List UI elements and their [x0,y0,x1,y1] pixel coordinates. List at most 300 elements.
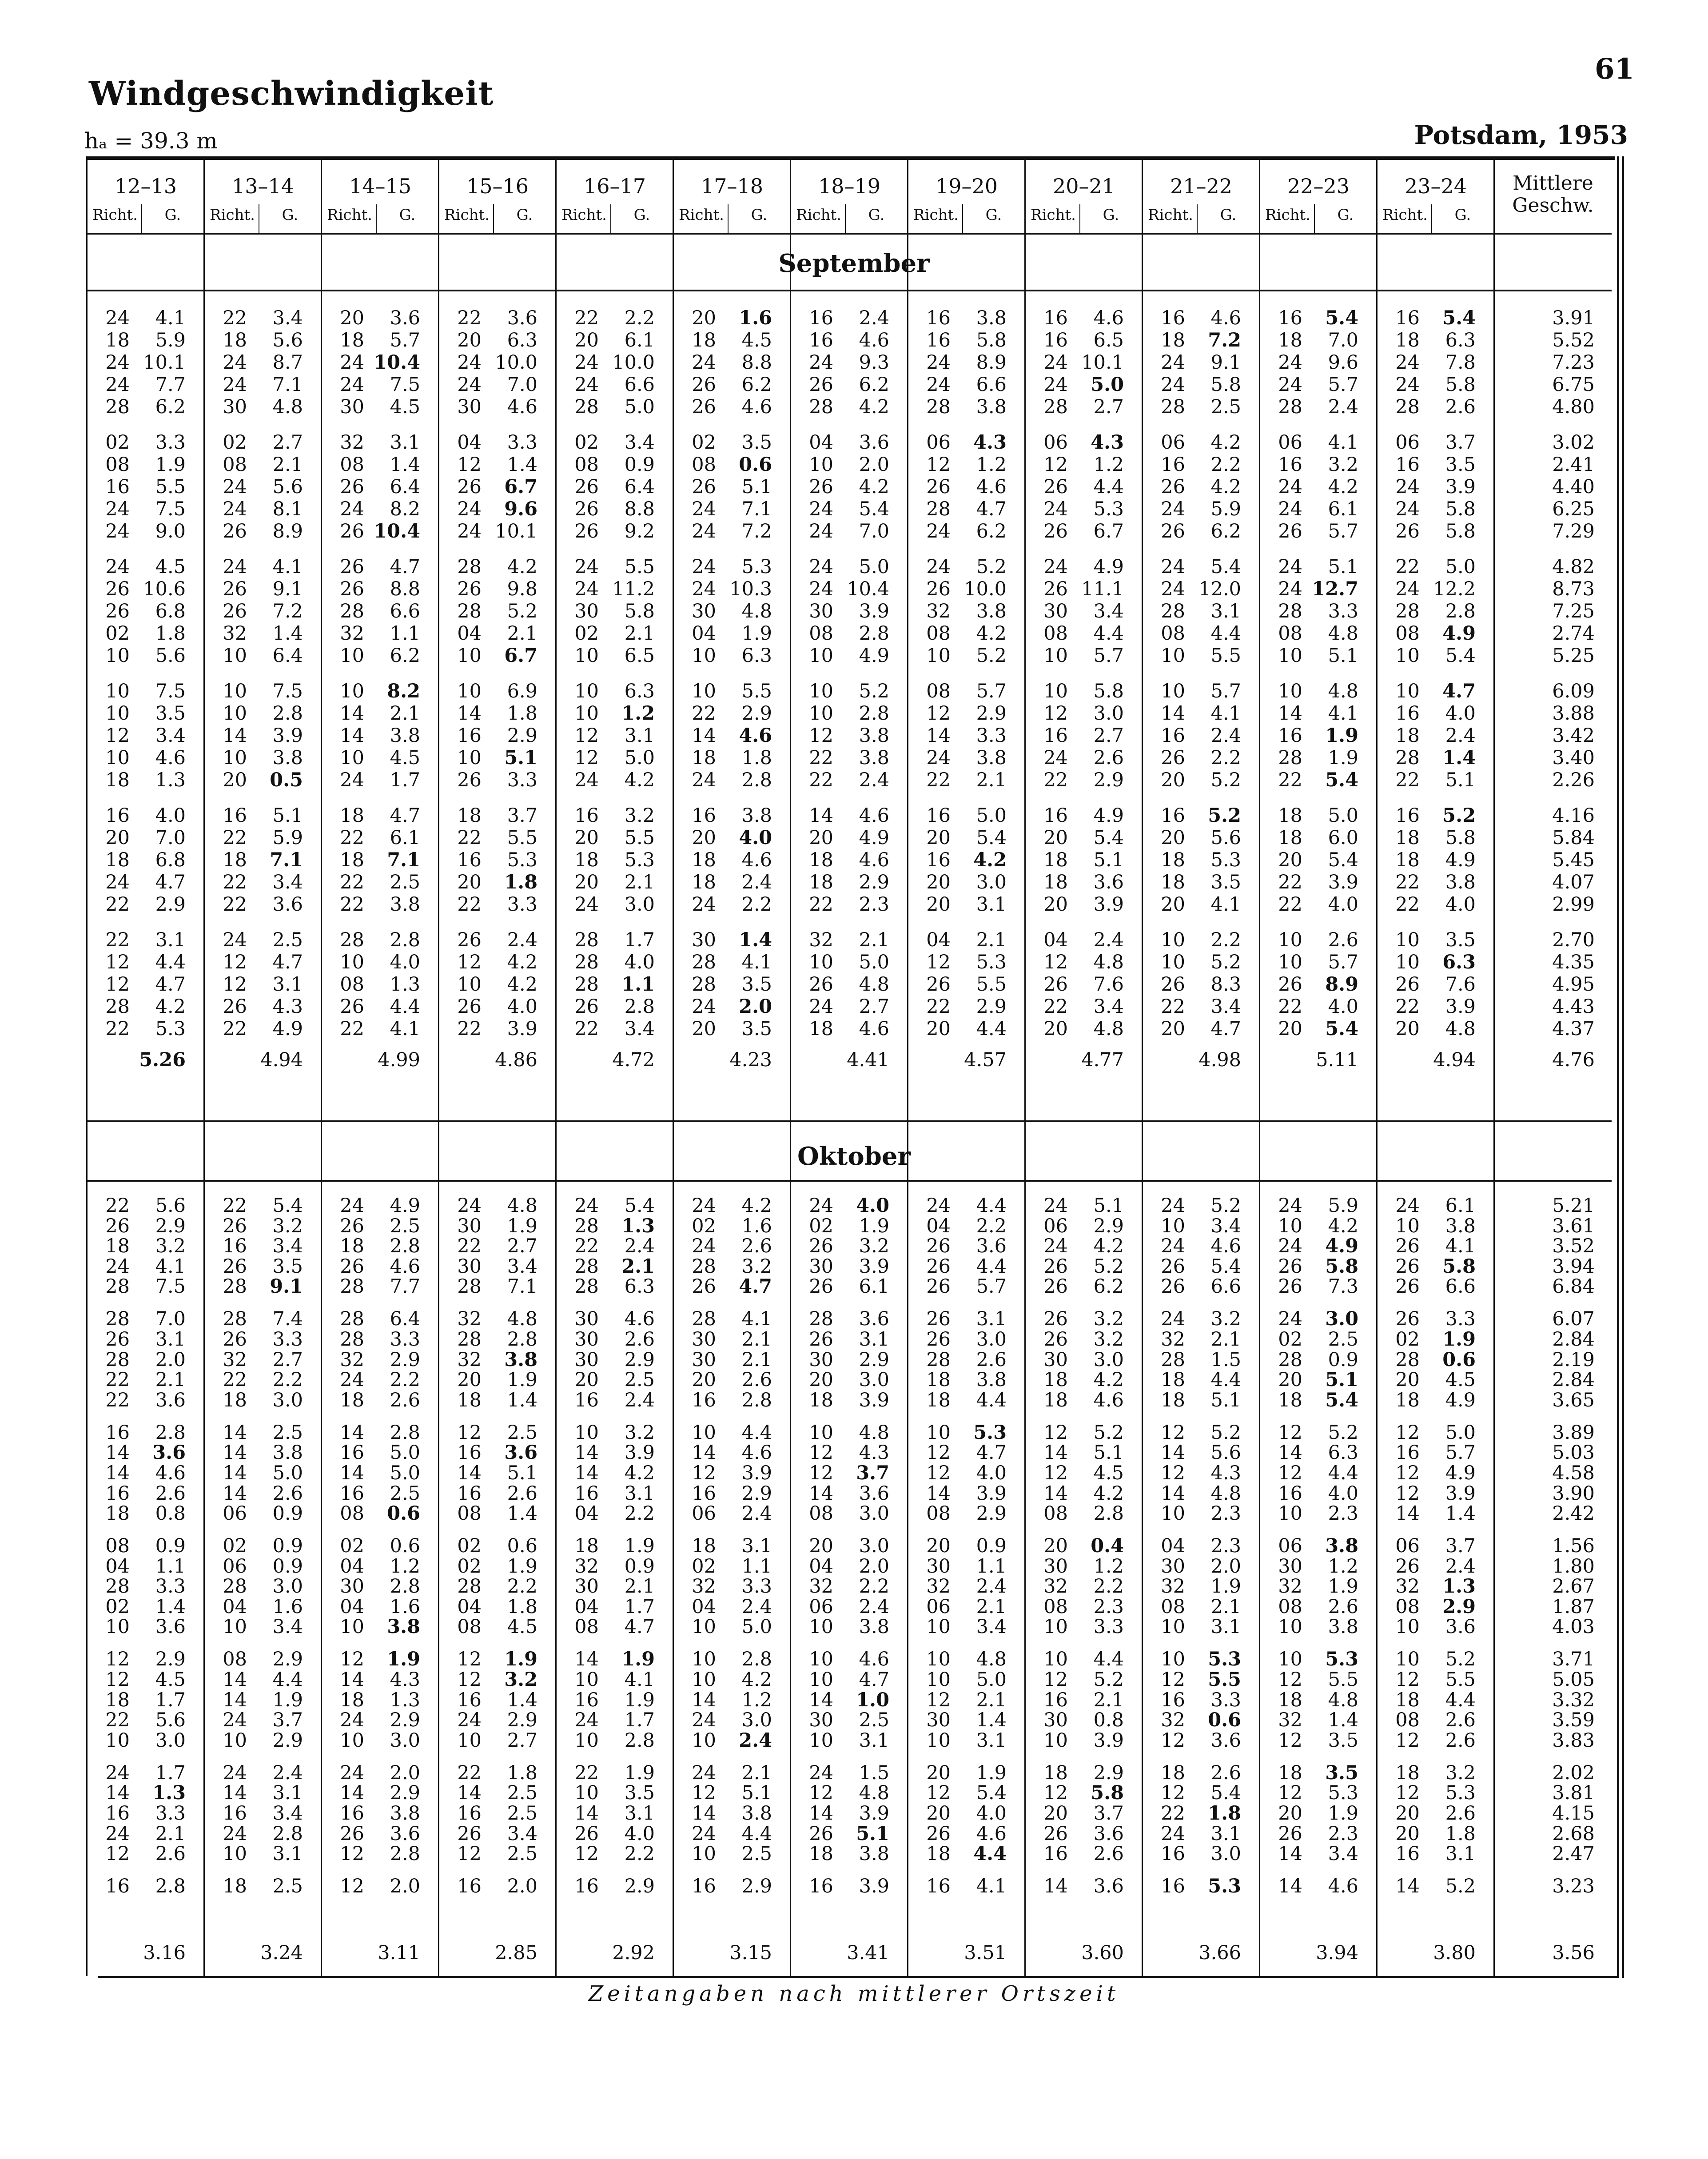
speed-value: 5.4 [1325,769,1358,791]
speed-value: 4.1 [741,951,772,973]
speed-value: 1.1 [390,622,420,645]
speed-value: 2.5 [272,929,303,951]
direction-value: 28 [809,1308,833,1330]
direction-value: 16 [809,329,833,351]
speed-value: 3.3 [507,893,537,916]
speed-value: 10.4 [374,520,420,542]
direction-value: 30 [1278,1555,1302,1577]
direction-value: 10 [809,1616,833,1638]
speed-value: 5.8 [1445,520,1476,542]
direction-value: 28 [1161,396,1185,418]
direction-value: 26 [1043,1308,1068,1330]
speed-value: 3.9 [624,1442,655,1464]
speed-value: 2.6 [1093,1843,1124,1865]
direction-value: 24 [692,996,716,1018]
direction-value: 22 [809,893,833,916]
direction-value: 14 [457,702,482,725]
direction-value: 10 [223,747,247,769]
speed-value: 2.8 [859,702,889,725]
speed-value: 5.1 [1210,1389,1241,1411]
direction-value: 24 [1278,374,1302,396]
speed-value: 4.6 [1210,1235,1241,1258]
speed-value: 6.3 [1445,329,1476,351]
direction-value: 14 [1278,702,1302,725]
direction-value: 22 [340,893,364,916]
monthly-mean-value: 4.94 [1433,1049,1476,1071]
speed-value: 3.0 [976,1328,1007,1350]
direction-value: 20 [1043,827,1068,849]
direction-value: 14 [1395,1502,1420,1525]
speed-value: 2.7 [272,1348,303,1371]
speed-value: 5.2 [1093,1421,1124,1444]
direction-value: 24 [1278,1235,1302,1258]
direction-value: 16 [809,1875,833,1898]
speed-value: 1.8 [507,1595,537,1618]
speed-value: 2.8 [390,929,420,951]
direction-value: 14 [574,1802,599,1824]
direction-value: 04 [809,431,833,454]
speed-value: 6.2 [390,645,420,667]
direction-value: 10 [692,1729,716,1752]
direction-value: 26 [223,1328,247,1350]
speed-value: 6.7 [504,645,537,667]
direction-value: 28 [105,1348,130,1371]
speed-value: 5.9 [155,329,186,351]
speed-value: 4.8 [859,1782,889,1804]
direction-value: 10 [457,1729,482,1752]
speed-value: 2.9 [1093,1761,1124,1784]
speed-value: 9.8 [507,578,537,600]
speed-value: 6.2 [1210,520,1241,542]
direction-value: 02 [692,1555,716,1577]
hour-header: 15–16 [466,174,529,198]
speed-value: 4.4 [272,1669,303,1691]
speed-header: G. [164,206,181,224]
direction-value: 30 [574,1348,599,1371]
direction-value: 26 [809,374,833,396]
direction-value: 16 [457,1875,482,1898]
direction-value: 30 [1043,600,1068,622]
station-height-note: hₐ = 39.3 m [84,128,218,154]
direction-value: 10 [574,1421,599,1444]
direction-value: 02 [692,1215,716,1237]
speed-value: 3.1 [272,1782,303,1804]
direction-value: 04 [340,1555,364,1577]
direction-value: 24 [809,498,833,520]
mean-speed-value: 8.73 [1552,578,1595,600]
direction-value: 20 [809,1369,833,1391]
speed-value: 3.4 [272,871,303,893]
speed-value: 2.7 [1093,725,1124,747]
direction-value: 12 [340,1648,364,1671]
speed-value: 10.0 [495,351,537,374]
speed-value: 3.5 [1328,1729,1358,1752]
direction-value: 18 [105,1502,130,1525]
speed-value: 4.8 [1210,1482,1241,1505]
speed-value: 3.4 [272,1802,303,1824]
direction-value: 30 [692,600,716,622]
hour-header: 16–17 [583,174,646,198]
speed-value: 4.4 [976,1195,1007,1217]
speed-value: 4.8 [1328,1689,1358,1711]
speed-value: 6.9 [507,680,537,702]
speed-value: 3.6 [152,1442,186,1464]
speed-value: 3.9 [1093,893,1124,916]
direction-value: 08 [1043,622,1068,645]
speed-value: 5.0 [976,1669,1007,1691]
speed-value: 8.1 [272,498,303,520]
direction-value: 20 [692,827,716,849]
direction-value: 24 [574,1709,599,1732]
direction-value: 24 [105,351,130,374]
speed-value: 5.1 [1328,556,1358,578]
speed-value: 4.8 [507,1308,537,1330]
speed-value: 4.4 [1093,1648,1124,1671]
speed-value: 5.7 [976,680,1007,702]
direction-value: 10 [1278,1215,1302,1237]
speed-value: 5.4 [1210,1255,1241,1278]
mean-speed-value: 5.84 [1552,827,1595,849]
mean-speed-value: 3.90 [1552,1482,1595,1505]
speed-value: 11.2 [612,578,655,600]
direction-value: 18 [1395,1689,1420,1711]
direction-value: 18 [105,769,130,791]
direction-value: 26 [340,520,364,542]
direction-value: 22 [105,1369,130,1391]
speed-value: 2.2 [507,1575,537,1598]
speed-value: 6.8 [155,849,186,871]
direction-value: 12 [1161,1782,1185,1804]
speed-value: 5.9 [1328,1195,1358,1217]
direction-value: 28 [1278,600,1302,622]
speed-value: 4.7 [390,556,420,578]
speed-value: 5.2 [1442,805,1476,827]
direction-value: 24 [223,476,247,498]
mean-speed-value: 2.84 [1552,1328,1595,1350]
speed-value: 5.1 [1445,769,1476,791]
speed-value: 7.0 [507,374,537,396]
speed-value: 4.1 [976,1875,1007,1898]
direction-value: 16 [1278,454,1302,476]
direction-value: 28 [692,973,716,996]
speed-value: 5.7 [1328,374,1358,396]
direction-value: 16 [105,1482,130,1505]
speed-value: 5.0 [1328,805,1358,827]
speed-value: 3.8 [976,396,1007,418]
direction-value: 14 [574,1442,599,1464]
direction-value: 10 [223,702,247,725]
direction-value: 04 [692,1595,716,1618]
direction-value: 16 [105,805,130,827]
direction-value: 18 [1161,1389,1185,1411]
right-frame-line [1617,156,1619,1978]
direction-value: 20 [1395,1822,1420,1845]
speed-value: 2.7 [1093,396,1124,418]
speed-value: 11.1 [1081,578,1124,600]
direction-value: 16 [1161,805,1185,827]
direction-value: 10 [574,680,599,702]
speed-header: G. [868,206,885,224]
direction-value: 26 [340,1822,364,1845]
direction-value: 28 [574,1255,599,1278]
speed-value: 3.4 [507,1255,537,1278]
direction-value: 10 [1395,645,1420,667]
speed-value: 5.1 [272,805,303,827]
direction-value: 22 [1395,769,1420,791]
direction-value: 24 [809,520,833,542]
mean-speed-value: 3.02 [1552,431,1595,454]
direction-value: 30 [574,1328,599,1350]
direction-value: 08 [809,1502,833,1525]
speed-value: 6.3 [507,329,537,351]
speed-value: 3.1 [272,1843,303,1865]
speed-value: 2.4 [1093,929,1124,951]
speed-value: 5.5 [1210,645,1241,667]
direction-value: 10 [340,1729,364,1752]
speed-value: 2.1 [621,1255,655,1278]
direction-value: 28 [340,929,364,951]
direction-value: 24 [1278,498,1302,520]
direction-value: 26 [1161,747,1185,769]
speed-value: 2.8 [859,622,889,645]
direction-value: 18 [340,1689,364,1711]
speed-value: 8.7 [272,351,303,374]
speed-value: 2.8 [741,1648,772,1671]
speed-value: 2.9 [624,1875,655,1898]
speed-value: 10.1 [143,351,186,374]
mean-speed-value: 2.70 [1552,929,1595,951]
speed-value: 2.9 [507,725,537,747]
speed-value: 2.1 [741,1328,772,1350]
direction-value: 28 [1161,1348,1185,1371]
mean-speed-value: 2.41 [1552,454,1595,476]
direction-value: 16 [457,1482,482,1505]
direction-value: 24 [809,1195,833,1217]
speed-value: 4.9 [1442,622,1476,645]
speed-value: 3.9 [859,1802,889,1824]
subcolumn-rule [141,204,142,233]
speed-value: 1.9 [624,1689,655,1711]
speed-value: 1.6 [390,1595,420,1618]
direction-value: 08 [105,454,130,476]
direction-value: 18 [1278,805,1302,827]
direction-header: Richt. [92,206,138,224]
direction-value: 20 [1043,893,1068,916]
mean-speed-value: 4.40 [1552,476,1595,498]
speed-value: 1.4 [976,1709,1007,1732]
speed-value: 0.6 [739,454,772,476]
mean-speed-value: 4.16 [1552,805,1595,827]
direction-value: 24 [1161,351,1185,374]
speed-value: 3.8 [859,725,889,747]
speed-value: 5.3 [1208,1648,1241,1671]
direction-value: 12 [692,1782,716,1804]
direction-value: 10 [926,645,951,667]
direction-value: 22 [105,1709,130,1732]
direction-value: 32 [1043,1575,1068,1598]
direction-value: 24 [340,1761,364,1784]
direction-value: 22 [1395,893,1420,916]
speed-value: 7.6 [1093,973,1124,996]
hour-header: 17–18 [701,174,764,198]
direction-value: 12 [1043,1782,1068,1804]
direction-value: 18 [926,1369,951,1391]
speed-value: 5.5 [1208,1669,1241,1691]
direction-value: 20 [457,1369,482,1391]
speed-value: 5.3 [624,849,655,871]
direction-value: 06 [1278,1535,1302,1558]
direction-value: 24 [692,1195,716,1217]
direction-value: 24 [1278,476,1302,498]
direction-value: 26 [1395,973,1420,996]
speed-value: 2.4 [741,1595,772,1618]
direction-value: 02 [692,431,716,454]
direction-value: 24 [574,769,599,791]
direction-value: 06 [1161,431,1185,454]
speed-value: 3.5 [1445,454,1476,476]
direction-value: 24 [1161,498,1185,520]
direction-value: 18 [340,849,364,871]
direction-value: 28 [1278,396,1302,418]
direction-value: 28 [1395,1348,1420,1371]
speed-value: 3.9 [741,1462,772,1484]
direction-value: 12 [926,1689,951,1711]
direction-value: 12 [1043,951,1068,973]
direction-value: 22 [692,702,716,725]
speed-value: 4.4 [976,1389,1007,1411]
speed-value: 2.7 [507,1729,537,1752]
direction-value: 26 [574,996,599,1018]
speed-value: 3.2 [859,1235,889,1258]
speed-value: 4.7 [976,498,1007,520]
speed-value: 2.0 [155,1348,186,1371]
direction-value: 10 [340,1616,364,1638]
direction-value: 24 [340,351,364,374]
direction-value: 18 [1278,1389,1302,1411]
speed-value: 2.2 [1210,929,1241,951]
speed-value: 3.6 [1093,1822,1124,1845]
speed-value: 5.5 [624,556,655,578]
subcolumn-rule [845,204,846,233]
direction-value: 24 [223,556,247,578]
speed-value: 2.9 [741,1482,772,1505]
speed-value: 5.0 [1445,1421,1476,1444]
direction-header: Richt. [679,206,724,224]
direction-value: 04 [223,1595,247,1618]
direction-value: 12 [1395,1421,1420,1444]
direction-value: 18 [809,1018,833,1040]
speed-value: 2.5 [507,1802,537,1824]
speed-value: 3.5 [624,1782,655,1804]
direction-value: 18 [809,1843,833,1865]
direction-value: 18 [1043,1761,1068,1784]
direction-value: 12 [1278,1669,1302,1691]
speed-value: 4.7 [624,1616,655,1638]
speed-value: 3.0 [976,871,1007,893]
overall-mean-value: 4.76 [1552,1049,1595,1071]
speed-value: 2.9 [1442,1595,1476,1618]
direction-value: 10 [1395,951,1420,973]
speed-value: 5.1 [741,1782,772,1804]
direction-value: 16 [105,476,130,498]
speed-value: 2.1 [624,871,655,893]
direction-value: 26 [1043,1255,1068,1278]
direction-value: 18 [926,1389,951,1411]
direction-value: 18 [105,849,130,871]
direction-value: 24 [340,769,364,791]
direction-value: 26 [1278,1275,1302,1298]
direction-value: 14 [1278,1442,1302,1464]
speed-value: 3.9 [1328,871,1358,893]
speed-value: 6.4 [624,476,655,498]
direction-value: 28 [574,929,599,951]
direction-value: 14 [1161,1482,1185,1505]
monthly-mean-value: 4.98 [1198,1049,1241,1071]
speed-value: 1.7 [155,1689,186,1711]
monthly-mean-value: 3.16 [143,1942,186,1964]
speed-value: 3.1 [976,893,1007,916]
speed-value: 3.8 [976,1369,1007,1391]
direction-value: 16 [223,1802,247,1824]
speed-value: 3.0 [624,893,655,916]
speed-value: 1.4 [507,454,537,476]
direction-value: 18 [105,1235,130,1258]
speed-value: 2.1 [976,769,1007,791]
direction-value: 20 [223,769,247,791]
direction-value: 22 [105,1389,130,1411]
direction-value: 26 [223,996,247,1018]
speed-value: 6.8 [155,600,186,622]
speed-value: 7.5 [272,680,303,702]
direction-value: 10 [1161,1502,1185,1525]
direction-value: 14 [223,1462,247,1484]
speed-value: 1.2 [1093,1555,1124,1577]
speed-value: 3.3 [1445,1308,1476,1330]
speed-value: 2.0 [859,1555,889,1577]
direction-value: 22 [1161,1802,1185,1824]
speed-value: 3.8 [741,805,772,827]
direction-value: 14 [1395,1875,1420,1898]
speed-value: 2.0 [739,996,772,1018]
speed-value: 4.8 [976,1648,1007,1671]
speed-value: 4.9 [390,1195,420,1217]
speed-value: 2.9 [1093,769,1124,791]
direction-value: 28 [457,1275,482,1298]
direction-value: 22 [1043,996,1068,1018]
speed-value: 5.2 [1210,1421,1241,1444]
direction-value: 32 [223,1348,247,1371]
direction-value: 26 [809,973,833,996]
direction-value: 16 [1278,1482,1302,1505]
direction-value: 02 [457,1555,482,1577]
direction-value: 10 [809,702,833,725]
direction-value: 26 [926,973,951,996]
speed-value: 4.0 [624,1822,655,1845]
direction-value: 16 [926,805,951,827]
mean-speed-value: 6.09 [1552,680,1595,702]
speed-value: 4.9 [1445,849,1476,871]
direction-value: 04 [692,622,716,645]
speed-header: G. [985,206,1002,224]
speed-value: 6.6 [976,374,1007,396]
direction-value: 02 [105,431,130,454]
speed-header: G. [1454,206,1471,224]
direction-value: 16 [223,1235,247,1258]
direction-value: 20 [692,307,716,329]
speed-value: 3.5 [1445,929,1476,951]
speed-value: 4.2 [1093,1482,1124,1505]
speed-value: 3.1 [976,1729,1007,1752]
